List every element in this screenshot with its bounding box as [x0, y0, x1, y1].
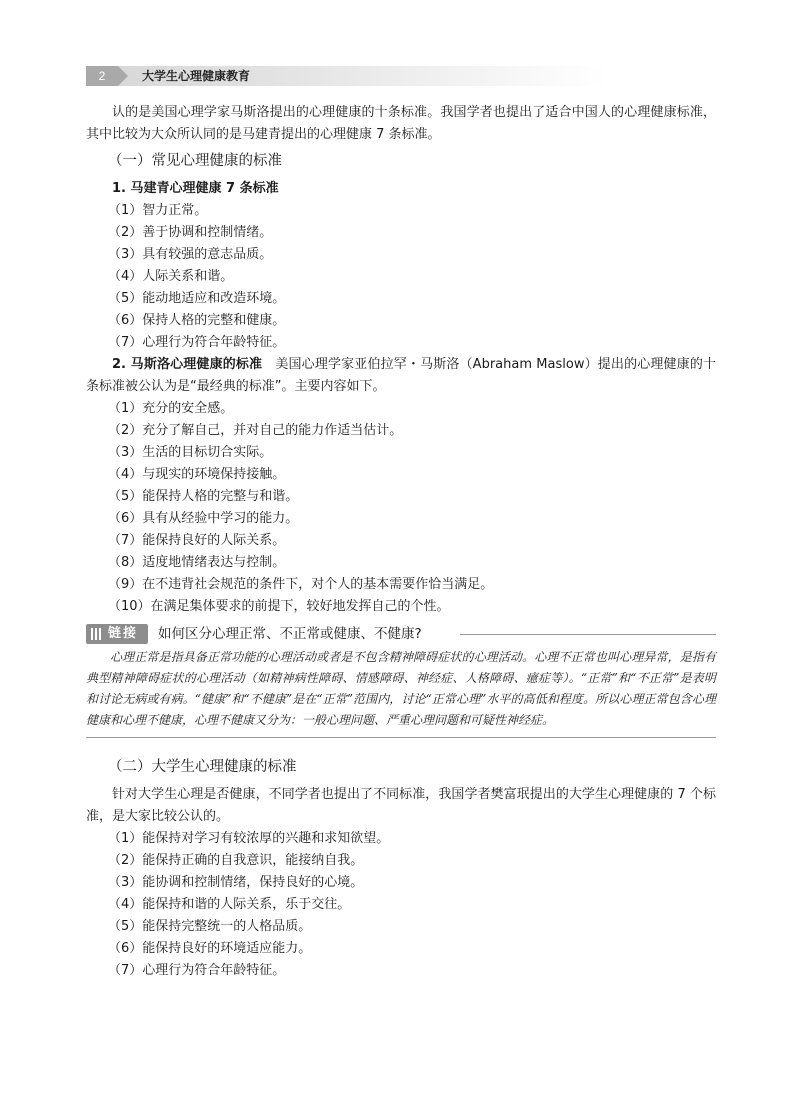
link-box-header: [86, 621, 716, 647]
list-item: （8）适度地情绪表达与控制。: [108, 555, 286, 570]
link-box-bottom-rule: [86, 737, 716, 738]
list-item: （2）充分了解自己，并对自己的能力作适当估计。: [108, 423, 403, 438]
subsection2-list: [86, 398, 716, 618]
list-item: （2）善于协调和控制情绪。: [108, 225, 273, 240]
list-item: （4）人际关系和谐。: [108, 269, 234, 284]
link-body-text: 心理正常是指具备正常功能的心理活动或者是不包含精神障碍症状的心理活动。心理不正常也叫心理异常，是指有典型精神障碍症状的心理活动（如精神病性障碍、情感障碍、神经症、人格障碍、癔症等）。“正常”和“不正常”是表明和讨论无病或有病。“健康”和“不健康”是在“正常”范围内，讨论“正常心理”水平的高低和程度。所以心理正常包含心理健康和心理不健康，心理不健康又分为：一般心理问题、严重心理问题和可疑性神经症。: [86, 650, 716, 727]
link-label-tab: [86, 624, 148, 644]
list-item: （1）智力正常。: [108, 203, 208, 218]
list-item: （6）能保持良好的环境适应能力。: [108, 941, 312, 956]
list-item: （7）心理行为符合年龄特征。: [108, 963, 286, 978]
page-number: 2: [86, 66, 118, 86]
page-body: [86, 102, 716, 982]
subsection2-title: 2. 马斯洛心理健康的标准: [112, 357, 263, 372]
section2-list: [86, 828, 716, 982]
link-question: 如何区分心理正常、不正常或健康、不健康?: [158, 626, 422, 642]
list-item: （6）具有从经验中学习的能力。: [108, 511, 299, 526]
section1-title: （一）常见心理健康的标准: [108, 153, 282, 169]
list-item: （10）在满足集体要求的前提下，较好地发挥自己的个性。: [108, 599, 450, 614]
page-number-arrow: [118, 66, 128, 86]
subsection1-title: 1. 马建青心理健康 7 条标准: [112, 181, 279, 196]
link-label: 链接: [108, 626, 139, 641]
section2-intro: 针对大学生心理是否健康，不同学者也提出了不同标准，我国学者樊富珉提出的大学生心理健康的 7 个标准，是大家比较公认的。: [86, 787, 716, 824]
list-item: （5）能动地适应和改造环境。: [108, 291, 286, 306]
list-item: （1）充分的安全感。: [108, 401, 234, 416]
list-item: （3）生活的目标切合实际。: [108, 445, 273, 460]
bookmark-icon: [91, 628, 101, 640]
list-item: （4）能保持和谐的人际关系，乐于交往。: [108, 897, 351, 912]
list-item: （6）保持人格的完整和健康。: [108, 313, 286, 328]
list-item: （7）心理行为符合年龄特征。: [108, 335, 286, 350]
subsection1-list: [86, 200, 716, 354]
list-item: （5）能保持完整统一的人格品质。: [108, 919, 312, 934]
list-item: （2）能保持正确的自我意识，能接纳自我。: [108, 853, 364, 868]
section2-title: （二）大学生心理健康的标准: [108, 759, 297, 775]
intro-paragraph: 认的是美国心理学家马斯洛提出的心理健康的十条标准。我国学者也提出了适合中国人的心理健康标准，其中比较为大众所认同的是马建青提出的心理健康 7 条标准。: [86, 105, 716, 142]
running-title: 大学生心理健康教育: [142, 69, 251, 83]
list-item: （5）能保持人格的完整与和谐。: [108, 489, 299, 504]
link-divider: [460, 634, 716, 635]
list-item: （3）具有较强的意志品质。: [108, 247, 273, 262]
subsection2-text: 美国心理学家亚伯拉罕・马斯洛（Abraham Maslow）提出的心理健康的十条标准被公认为是“最经典的标准”。主要内容如下。: [86, 357, 716, 394]
subsection2-paragraph: [86, 354, 716, 398]
list-item: （1）能保持对学习有较浓厚的兴趣和求知欲望。: [108, 831, 390, 846]
list-item: （7）能保持良好的人际关系。: [108, 533, 286, 548]
list-item: （9）在不违背社会规范的条件下，对个人的基本需要作恰当满足。: [108, 577, 494, 592]
list-item: （3）能协调和控制情绪，保持良好的心境。: [108, 875, 364, 890]
list-item: （4）与现实的环境保持接触。: [108, 467, 286, 482]
